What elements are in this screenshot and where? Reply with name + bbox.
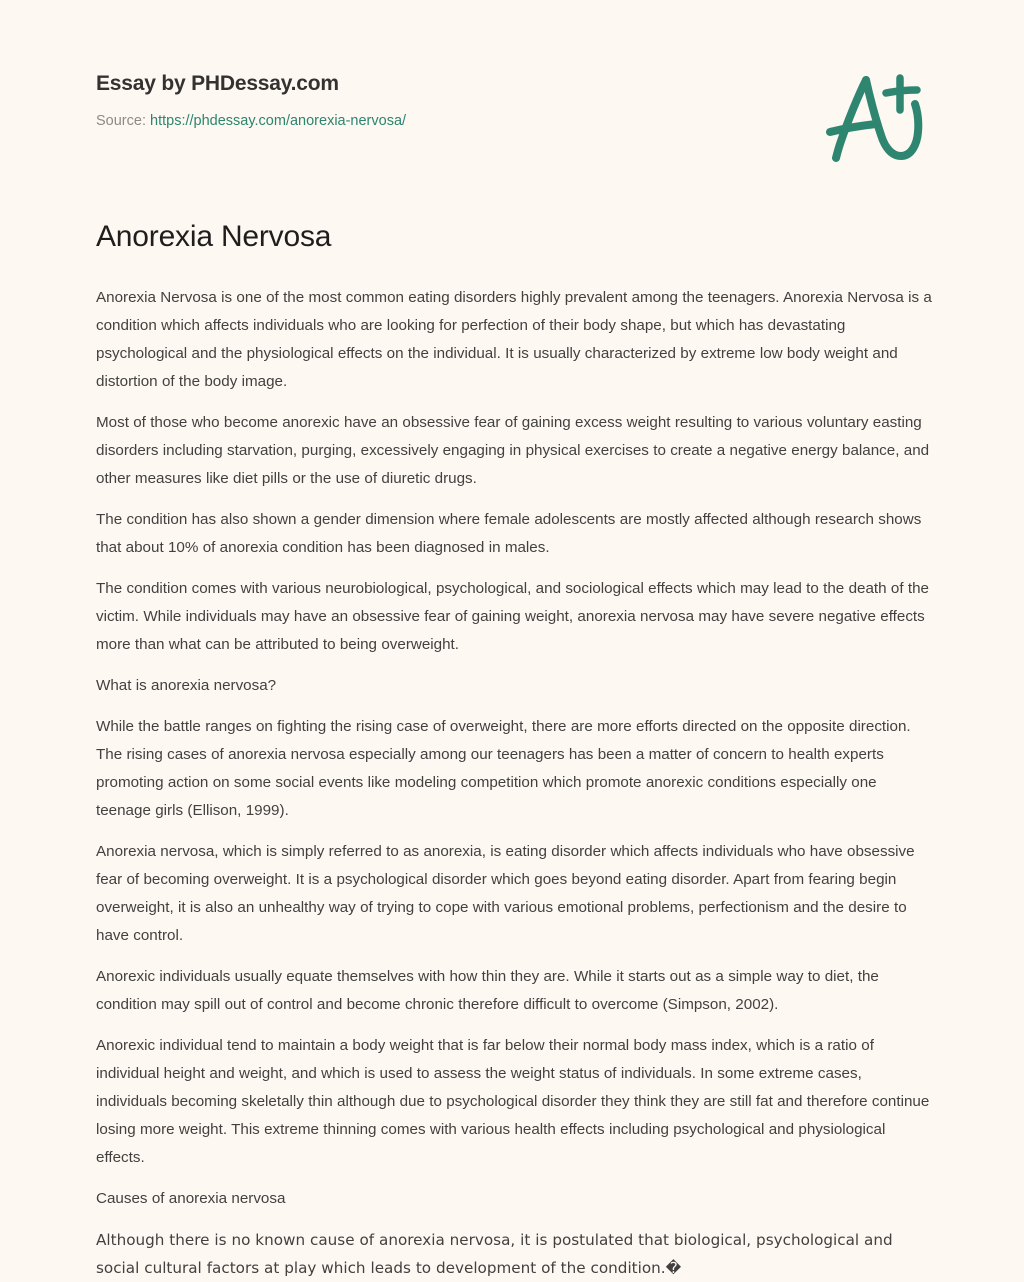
paragraph: While the battle ranges on fighting the rising case of overweight, there are more efforts directed on the opposite direction. The rising cases of anorexia nervosa especially among our teenagers has been a matter of concern to health experts promoting action on some social events like modeling competition which promote anorexic conditions especially one teenage girls (Ellison, 1999). [96, 718, 911, 819]
paragraph: Anorexia Nervosa is one of the most common eating disorders highly prevalent among the teenagers. Anorexia Nervosa is a condition which affects individuals who are looking for perfection of their body shape, but which has devastating psychological and the physiological effects on the individual. It is usually characterized by extreme low body weight and distortion of the body image. [96, 289, 932, 390]
paragraph: The condition has also shown a gender dimension where female adolescents are mostly affected although research shows that about 10% of anorexia condition has been diagnosed in males. [96, 511, 922, 556]
source-label: Source: [96, 113, 146, 129]
source-line [96, 111, 406, 131]
section-subheading: What is anorexia nervosa? [96, 677, 277, 694]
brand-block [96, 70, 406, 131]
brand-title: Essay by PHDessay.com [96, 72, 339, 95]
section-subheading: Causes of anorexia nervosa [96, 1190, 286, 1207]
page-header [0, 0, 1024, 200]
paragraph: Anorexic individual tend to maintain a body weight that is far below their normal body mass index, which is a ratio of individual height and weight, and which is used to assess the weight status of individuals. In some extreme cases, individuals becoming skeletally thin although due to psychological disorder they think they are still fat and therefore continue losing more weight. This extreme thinning comes with various health effects including psychological and physiological effects. [96, 1037, 930, 1166]
paragraph: Although there is no known cause of anorexia nervosa, it is postulated that biological, psychological and social cultural factors at play which leads to development of the condition.� [96, 1231, 893, 1277]
paragraph: Anorexic individuals usually equate themselves with how thin they are. While it starts out as a simple way to diet, the condition may spill out of control and become chronic therefore difficult to overcome (Simpson, 2002). [96, 968, 879, 1013]
paragraph: Most of those who become anorexic have an obsessive fear of gaining excess weight resulting to various voluntary easting disorders including starvation, purging, excessively engaging in physical exercises to create a negative energy balance, and other measures like diet pills or the use of diuretic drugs. [96, 414, 930, 487]
article-paragraphs [96, 284, 932, 1282]
paragraph: The condition comes with various neurobiological, psychological, and sociological effects which may lead to the death of the victim. While individuals may have an obsessive fear of gaining weight, anorexia nervosa may have severe negative effects more than what can be attributed to being overweight. [96, 580, 929, 653]
phdessay-aplus-logo[interactable] [818, 72, 936, 164]
paragraph: Anorexia nervosa, which is simply referred to as anorexia, is eating disorder which affects individuals who have obsessive fear of becoming overweight. It is a psychological disorder which goes beyond eating disorder. Apart from fearing begin overweight, it is also an unhealthy way of trying to cope with various emotional problems, perfectionism and the desire to have control. [96, 843, 915, 944]
article-body [96, 218, 932, 1282]
aplus-icon [818, 72, 936, 164]
source-url-link[interactable]: https://phdessay.com/anorexia-nervosa/ [150, 113, 407, 129]
page-title: Anorexia Nervosa [96, 220, 332, 253]
